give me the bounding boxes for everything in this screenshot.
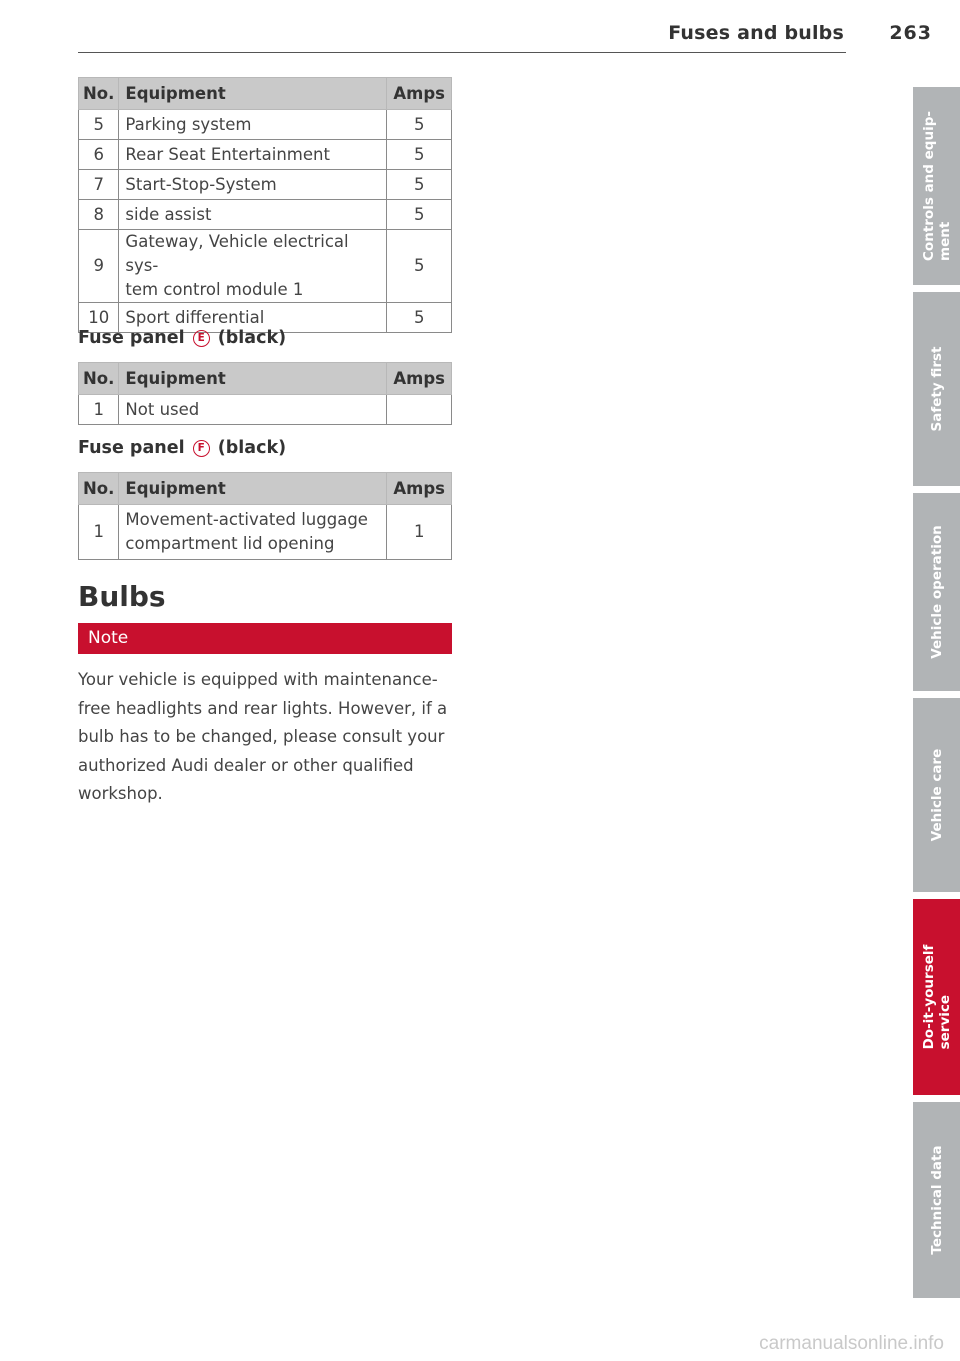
note-bar: Note bbox=[78, 623, 452, 654]
side-tab-vehicle-care[interactable] bbox=[913, 698, 960, 892]
page-number: 263 bbox=[889, 22, 932, 44]
cell-equipment: Start-Stop-System bbox=[119, 170, 387, 200]
column-header-equipment: Equipment bbox=[119, 473, 387, 505]
side-tab-safety[interactable] bbox=[913, 292, 960, 486]
column-header-no: No. bbox=[79, 78, 119, 110]
cell-amps: 5 bbox=[387, 110, 452, 140]
fuse-table-continued bbox=[78, 77, 452, 333]
fuse-table-panel-e bbox=[78, 362, 452, 425]
cell-amps: 5 bbox=[387, 303, 452, 333]
cell-no: 10 bbox=[79, 303, 119, 333]
side-tab-label: Technical data bbox=[928, 1145, 945, 1255]
fuse-table-panel-f bbox=[78, 472, 452, 560]
side-tab-label-line: Controls and equip- bbox=[920, 111, 937, 261]
cell-equipment-line: Gateway, Vehicle electrical sys- bbox=[125, 232, 349, 275]
cell-equipment-line: compartment lid opening bbox=[125, 534, 335, 553]
panel-label: Fuse panel bbox=[78, 438, 185, 458]
side-tab-label-line: ment bbox=[936, 221, 953, 261]
cell-equipment bbox=[119, 230, 387, 303]
cell-equipment: Rear Seat Entertainment bbox=[119, 140, 387, 170]
side-tab-label: Vehicle care bbox=[928, 748, 945, 842]
cell-no: 5 bbox=[79, 110, 119, 140]
side-tab-label bbox=[921, 111, 953, 261]
table-row bbox=[79, 170, 452, 200]
table-row bbox=[79, 140, 452, 170]
cell-equipment: side assist bbox=[119, 200, 387, 230]
column-header-amps: Amps bbox=[387, 363, 452, 395]
cell-no: 9 bbox=[79, 230, 119, 303]
note-text: Your vehicle is equipped with maintenance-free headlights and rear lights. However, if a bulb has to be changed, please consult your authorized Audi dealer or other qualified workshop. bbox=[78, 670, 448, 803]
cell-amps: 5 bbox=[387, 140, 452, 170]
side-tab-do-it-yourself[interactable] bbox=[913, 899, 960, 1095]
table-header-row bbox=[79, 363, 452, 395]
panel-color: (black) bbox=[217, 328, 287, 348]
header-rule bbox=[78, 52, 846, 53]
fuse-panel-e-heading bbox=[78, 328, 286, 348]
side-tab-label: Safety first bbox=[928, 346, 945, 432]
cell-no: 6 bbox=[79, 140, 119, 170]
table-header-row bbox=[79, 473, 452, 505]
side-tab-label bbox=[921, 945, 953, 1050]
watermark: carmanualsonline.info bbox=[759, 1333, 944, 1354]
section-header-title: Fuses and bulbs bbox=[668, 22, 844, 44]
side-tab-label: Vehicle operation bbox=[928, 525, 945, 659]
cell-no: 8 bbox=[79, 200, 119, 230]
cell-equipment: Not used bbox=[119, 395, 387, 425]
column-header-amps: Amps bbox=[387, 78, 452, 110]
cell-amps: 1 bbox=[387, 505, 452, 560]
table-row bbox=[79, 200, 452, 230]
cell-no: 1 bbox=[79, 395, 119, 425]
bulbs-title: Bulbs bbox=[78, 580, 166, 613]
circled-e-icon: E bbox=[193, 330, 210, 347]
side-tab-label-line: service bbox=[936, 994, 953, 1050]
cell-equipment: Sport differential bbox=[119, 303, 387, 333]
side-tab-technical-data[interactable] bbox=[913, 1102, 960, 1298]
table-row bbox=[79, 395, 452, 425]
cell-equipment-line: Movement-activated luggage bbox=[125, 510, 368, 529]
side-tab-controls[interactable] bbox=[913, 87, 960, 285]
panel-label: Fuse panel bbox=[78, 328, 185, 348]
side-tab-vehicle-operation[interactable] bbox=[913, 493, 960, 691]
cell-amps: 5 bbox=[387, 230, 452, 303]
circled-f-icon: F bbox=[193, 440, 210, 457]
fuse-panel-f-heading bbox=[78, 438, 286, 458]
column-header-no: No. bbox=[79, 363, 119, 395]
column-header-no: No. bbox=[79, 473, 119, 505]
cell-amps: 5 bbox=[387, 170, 452, 200]
column-header-amps: Amps bbox=[387, 473, 452, 505]
cell-amps bbox=[387, 395, 452, 425]
cell-equipment: Parking system bbox=[119, 110, 387, 140]
panel-color: (black) bbox=[217, 438, 287, 458]
cell-equipment-line: tem control module 1 bbox=[125, 280, 304, 299]
cell-equipment bbox=[119, 505, 387, 560]
table-header-row bbox=[79, 78, 452, 110]
column-header-equipment: Equipment bbox=[119, 363, 387, 395]
cell-no: 1 bbox=[79, 505, 119, 560]
table-row bbox=[79, 230, 452, 303]
table-row bbox=[79, 505, 452, 560]
cell-amps: 5 bbox=[387, 200, 452, 230]
cell-no: 7 bbox=[79, 170, 119, 200]
table-row bbox=[79, 110, 452, 140]
column-header-equipment: Equipment bbox=[119, 78, 387, 110]
side-tab-label-line: Do-it-yourself bbox=[920, 944, 937, 1050]
